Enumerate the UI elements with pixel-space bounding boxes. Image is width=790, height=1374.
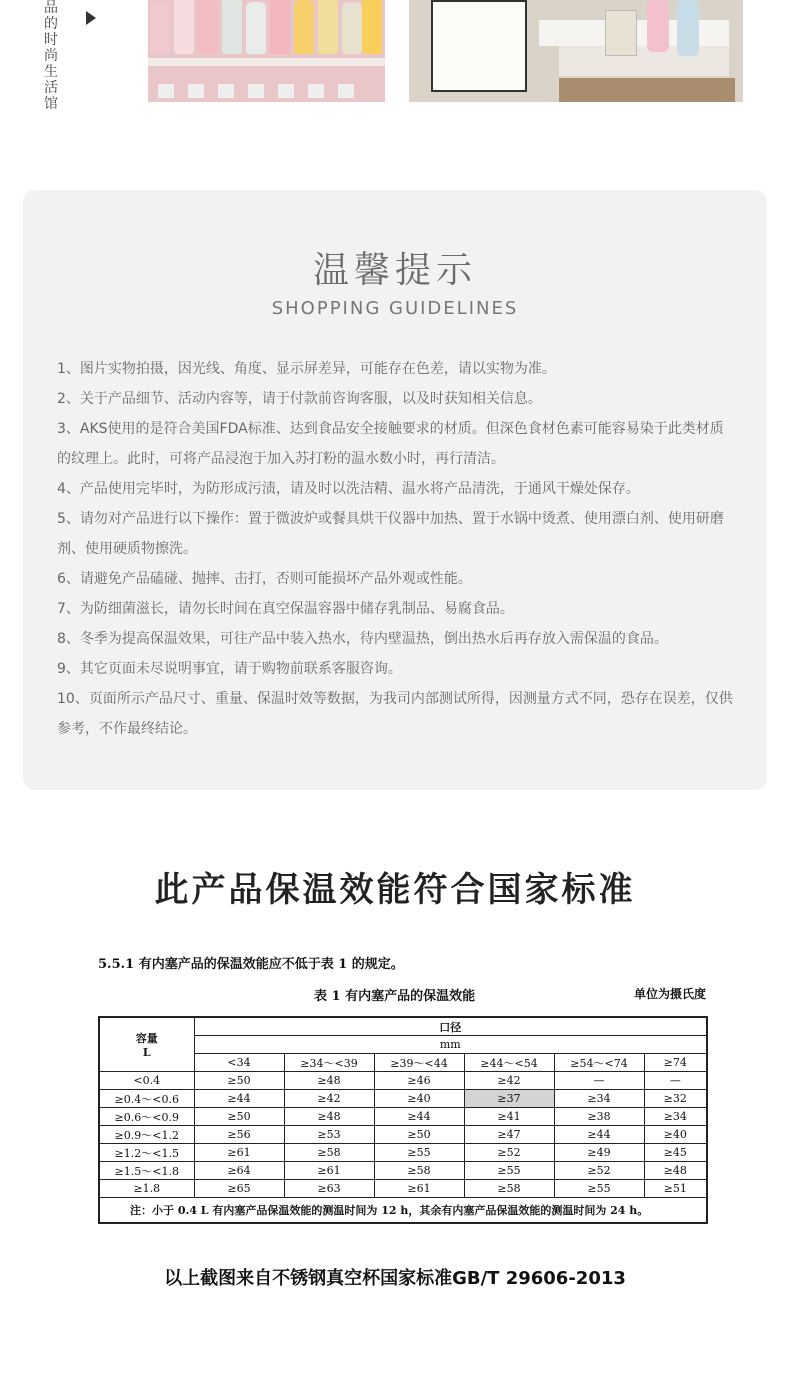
row-label: ≥1.8 — [99, 1180, 194, 1198]
table-cell: ≥44 — [194, 1090, 284, 1108]
table-cell: ≥32 — [644, 1090, 707, 1108]
table-cell: ≥34 — [644, 1108, 707, 1126]
table-cell: ≥50 — [194, 1072, 284, 1090]
bottle — [174, 0, 194, 54]
guideline-item: 2、关于产品细节、活动内容等，请于付款前咨询客服，以及时获知相关信息。 — [57, 391, 542, 407]
guideline-item: 6、请避免产品磕碰、抛摔、击打，否则可能损坏产品外观或性能。 — [57, 571, 472, 587]
table-header-row — [99, 1017, 707, 1036]
table-cell: ≥58 — [374, 1162, 464, 1180]
info-sign — [431, 0, 527, 92]
product-photo-display — [409, 0, 743, 102]
table-cell: — — [554, 1072, 644, 1090]
table-cell: ≥58 — [464, 1180, 554, 1198]
table-base — [559, 78, 735, 102]
table-cell: ≥55 — [464, 1162, 554, 1180]
table-cell: ≥40 — [374, 1090, 464, 1108]
guideline-item: 1、图片实物拍摄，因光线、角度、显示屏差异，可能存在色差，请以实物为准。 — [57, 361, 556, 377]
table-cell: ≥55 — [374, 1144, 464, 1162]
box — [218, 84, 234, 98]
table-row — [99, 1108, 707, 1126]
column-header: ≥34～<39 — [284, 1054, 374, 1072]
table-row — [99, 1180, 707, 1198]
table-row — [99, 1090, 707, 1108]
bottle — [677, 0, 699, 56]
table-cell: ≥50 — [374, 1126, 464, 1144]
column-header: ≥44～<54 — [464, 1054, 554, 1072]
table-cell: ≥55 — [554, 1180, 644, 1198]
capacity-label: 容量 — [135, 1032, 158, 1045]
row-label: ≥0.9～<1.2 — [99, 1126, 194, 1144]
row-label: ≥1.2～<1.5 — [99, 1144, 194, 1162]
guideline-item: 5、请勿对产品进行以下操作：置于微波炉或餐具烘干仪器中加热、置于水锅中烫煮、使用漂白剂、使用研磨剂、使用硬质物擦洗。 — [57, 511, 724, 557]
box — [338, 84, 354, 98]
bottle — [294, 0, 314, 54]
table-cell: ≥58 — [284, 1144, 374, 1162]
table-cell: ≥63 — [284, 1180, 374, 1198]
guidelines-subtitle: SHOPPING GUIDELINES — [271, 298, 519, 319]
column-header: ≥54～<74 — [554, 1054, 644, 1072]
play-icon[interactable] — [86, 11, 96, 25]
standard-heading: 此产品保温效能符合国家标准 — [154, 870, 636, 910]
table-cell: ≥47 — [464, 1126, 554, 1144]
box — [278, 84, 294, 98]
column-header: ≥39～<44 — [374, 1054, 464, 1072]
bottle — [246, 2, 266, 54]
table-row — [99, 1144, 707, 1162]
table-cell: ≥51 — [644, 1180, 707, 1198]
guideline-item: 9、其它页面未尽说明事宜，请于购物前联系客服咨询。 — [57, 661, 402, 677]
table-footnote-row — [99, 1198, 707, 1224]
table-cell: ≥34 — [554, 1090, 644, 1108]
table-cell: ≥50 — [194, 1108, 284, 1126]
table-cell: ≥64 — [194, 1162, 284, 1180]
bottle — [222, 0, 242, 54]
row-label: ≥0.6～<0.9 — [99, 1108, 194, 1126]
table-cell: ≥40 — [644, 1126, 707, 1144]
guideline-item: 7、为防细菌滋长，请勿长时间在真空保温容器中储存乳制品、易腐食品。 — [57, 601, 514, 617]
row-label: ≥1.5～<1.8 — [99, 1162, 194, 1180]
table-row — [99, 1162, 707, 1180]
table-cell: ≥46 — [374, 1072, 464, 1090]
table-cell: ≥65 — [194, 1180, 284, 1198]
table-cell: ≥44 — [554, 1126, 644, 1144]
bottle — [342, 2, 362, 54]
table-row — [99, 1072, 707, 1090]
bottle — [647, 0, 669, 52]
box — [158, 84, 174, 98]
capacity-unit: L — [142, 1046, 151, 1059]
table-cell: ≥52 — [464, 1144, 554, 1162]
product-photo-bottles — [148, 0, 385, 102]
table-cell: ≥44 — [374, 1108, 464, 1126]
highlighted-cell: ≥37 — [464, 1090, 554, 1108]
row-label: <0.4 — [99, 1072, 194, 1090]
diameter-unit: mm — [439, 1038, 461, 1051]
bottle — [270, 0, 290, 54]
table-cell: ≥48 — [284, 1108, 374, 1126]
table-cell: — — [644, 1072, 707, 1090]
table-cell: ≥42 — [464, 1072, 554, 1090]
table-cell: ≥53 — [284, 1126, 374, 1144]
bottle — [318, 0, 338, 54]
table-cell: ≥45 — [644, 1144, 707, 1162]
bottle — [362, 0, 382, 54]
diameter-label: 口径 — [439, 1020, 462, 1034]
product-box — [605, 10, 637, 56]
bottle — [150, 4, 170, 54]
guidelines-title: 温馨提示 — [312, 250, 477, 291]
box — [188, 84, 204, 98]
table-cell: ≥48 — [644, 1162, 707, 1180]
table-cell: ≥42 — [284, 1090, 374, 1108]
column-header: <34 — [194, 1054, 284, 1072]
guidelines-panel — [23, 190, 767, 790]
table-footnote: 注：小于 0.4 L 有内塞产品保温效能的测温时间为 12 h，其余有内塞产品保温效能的测温时间为 24 h。 — [99, 1198, 707, 1224]
bottle — [198, 0, 218, 54]
table-unit: 单位为摄氏度 — [634, 987, 707, 1001]
guideline-item: 4、产品使用完毕时，为防形成污渍，请及时以洗洁精、温水将产品清洗，于通风干燥处保存。 — [57, 481, 640, 497]
guideline-item: 3、AKS使用的是符合美国FDA标准、达到食品安全接触要求的材质。但深色食材色素可能容易染于此类材质的纹理上。此时，可将产品浸泡于加入苏打粉的温水数小时，再行清洁。 — [57, 421, 724, 467]
top-strip — [0, 0, 790, 110]
box — [248, 84, 264, 98]
table-cell: ≥49 — [554, 1144, 644, 1162]
capacity-header — [99, 1017, 194, 1072]
row-label: ≥0.4～<0.6 — [99, 1090, 194, 1108]
table-row — [99, 1126, 707, 1144]
guideline-item: 10、页面所示产品尺寸、重量、保温时效等数据，为我司内部测试所得，因测量方式不同，恐存在误差，仅供参考，不作最终结论。 — [57, 691, 733, 737]
guideline-item: 8、冬季为提高保温效果，可往产品中装入热水，待内壁温热，倒出热水后再存放入需保温的食品。 — [57, 631, 668, 647]
guidelines-list — [57, 354, 737, 744]
column-header: ≥74 — [644, 1054, 707, 1072]
display-shelf — [559, 46, 729, 76]
table-cell: ≥61 — [194, 1144, 284, 1162]
table-title: 表 1 有内塞产品的保温效能 — [314, 989, 476, 1004]
standard-clause: 5.5.1 有内塞产品的保温效能应不低于表 1 的规定。 — [98, 957, 404, 972]
table-cell: ≥61 — [374, 1180, 464, 1198]
table-cell: ≥61 — [284, 1162, 374, 1180]
standard-table — [98, 1016, 708, 1224]
box — [308, 84, 324, 98]
table-cell: ≥41 — [464, 1108, 554, 1126]
diameter-unit-cell — [194, 1036, 707, 1054]
vertical-caption: 品的时尚生活馆 — [44, 0, 58, 112]
table-cell: ≥48 — [284, 1072, 374, 1090]
table-cell: ≥52 — [554, 1162, 644, 1180]
diameter-header — [194, 1017, 707, 1036]
shelf — [148, 58, 385, 66]
source-note: 以上截图来自不锈钢真空杯国家标准GB/T 29606-2013 — [164, 1268, 626, 1289]
table-cell: ≥56 — [194, 1126, 284, 1144]
table-cell: ≥38 — [554, 1108, 644, 1126]
